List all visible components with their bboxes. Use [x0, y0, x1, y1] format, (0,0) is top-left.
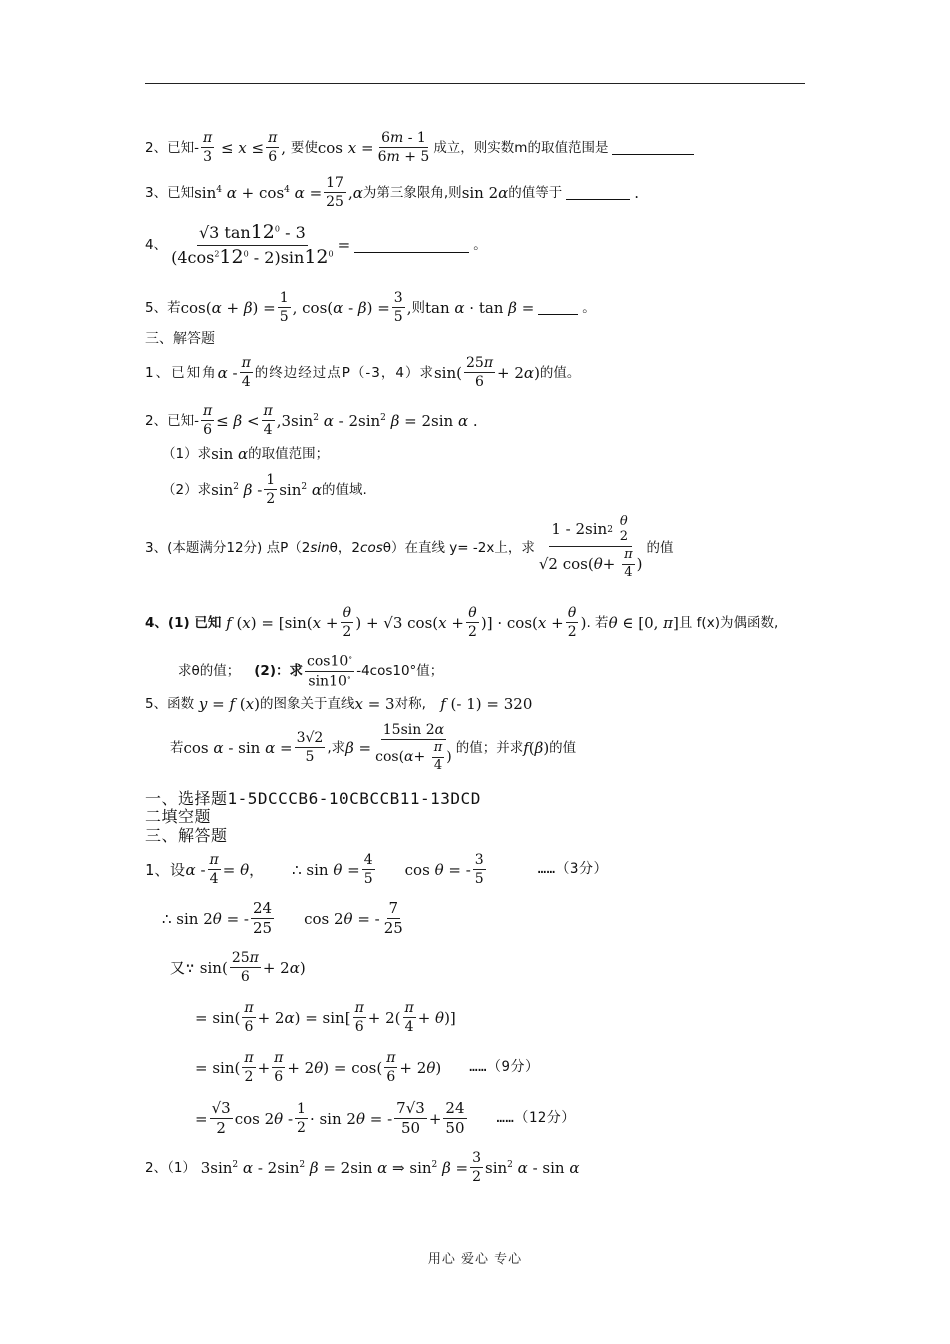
solve-question-4-line-2: 求θ的值； (2)：求 $\frac{\cos 10^\circ}{\sin 10^\circ}$ -4cos10°值； [178, 653, 444, 690]
solve-question-2-part-2: （2）求 $\sin^2 \beta$ - $\frac{1}{2}$ $\sin^2 \alpha$ 的值域. [162, 472, 367, 508]
answer-1-line-6: = $\frac{√3}{2}$ cos 2θ - $\frac{1}{2}$ · sin 2θ = - $\frac{7√3}{50}$ + $\frac{24}{50}$ ……（12分） [195, 1099, 576, 1138]
answer-choice: 一、选择题1-5DCCCB6-10CBCCB11-13DCD [145, 789, 481, 808]
fill-question-3: 3、已知 $\sin^4 \alpha + \cos^4 \alpha$ = $\frac{17}{25}$ ,α 为第三象限角,则 sin 2α 的值等于 . [145, 175, 640, 211]
fill-question-5: 5、若 cos(α + β) = $\frac{1}{5}$ , cos(α - β) = $\frac{3}{5}$ , 则 tan α · tan β = 。 [145, 290, 596, 326]
solve-question-2-part-1: （1）求 sin α 的取值范围； [162, 445, 330, 463]
answer-blank[interactable] [538, 300, 578, 315]
answer-1-line-2: ∴ sin 2θ = - $\frac{24}{25}$ cos 2θ = - $\frac{7}{25}$ [162, 899, 403, 938]
answer-blank[interactable] [354, 238, 469, 253]
answer-blank[interactable] [566, 185, 630, 200]
answer-1-line-3: 又∵ sin( $\frac{25\pi}{6}$ + 2α) [170, 950, 306, 986]
page-footer: 用心 爱心 专心 [427, 1252, 523, 1267]
answer-blank[interactable] [612, 140, 694, 155]
fill-question-4: 4、 $\frac{√3 \tan 12^0 - 3}{(4\cos^212^0 - 2)\sin 12^0}$ = 。 [145, 221, 487, 268]
answer-1-line-5: = sin( $\frac{\pi}{2}$ + $\frac{\pi}{6}$ + 2θ) = cos( $\frac{\pi}{6}$ + 2θ) ……（9分） [195, 1050, 540, 1086]
solve-question-2: 2、已知- $\frac{\pi}{6}$ ≤ β < $\frac{\pi}{4}$ $,3\sin^2$ α - $2\sin^2$ β = 2sin α . [145, 403, 478, 439]
fill-question-2: 2、已知- $\frac{\pi}{3}$ ≤ x ≤ $\frac{\pi}{6}$ , 要使 cos x = $\frac{6m - 1}{6m + 5}$ 成立，则实数m的取值范围是 [145, 130, 698, 165]
answer-1-line-4: = sin( $\frac{\pi}{6}$ + 2α) = sin[ $\frac{\pi}{6}$ + 2( $\frac{\pi}{4}$ + θ)] [195, 1000, 456, 1036]
solve-question-5: 5、函数 y = f (x) 的图象关于直线 x = 3 对称, f (- 1) = 320 [145, 695, 533, 713]
solve-question-4: 4、(1) 已知 f (x) = [sin(x + $\frac{\theta}{2}$ ) + √3 cos(x + $\frac{\theta}{2}$ )] · cos(x + $\frac{\theta}{2}$ ) . 若 θ ∈ [0, π] 且 f(x)为偶函数, [145, 605, 779, 641]
answer-fill-title: 二填空题 [145, 807, 212, 826]
answer-2-line-1: 2、（1） $3\sin^2$ α - $2\sin^2$ β = 2sin α ⇒ $\sin^2 \beta$ = $\frac{3}{2}$ $\sin^2 \alpha$ - sin α [145, 1150, 580, 1186]
header-rule [145, 83, 805, 84]
solve-question-5-line-2: 若 cos α - sin α = $\frac{3√2}{5}$ ,求 β = 15sin 2α cos( α + $\frac{\pi}{4}$ ) 的值；并求 f(β) 的值 [170, 722, 577, 774]
answer-solve-title: 三、解答题 [145, 826, 228, 845]
solve-question-1: 1、已知角 α - $\frac{\pi}{4}$ 的终边经过点P（-3，4）求 sin( $\frac{25\pi}{6}$ + 2α) 的值。 [145, 355, 581, 391]
answer-1-line-1: 1、设 α - $\frac{\pi}{4}$ = θ ， ∴ sin θ = $\frac{4}{5}$ cos θ = - $\frac{3}{5}$ ……（3分） [145, 852, 608, 888]
section-title-solve: 三、解答题 [145, 331, 215, 347]
solve-question-3: 3、(本题满分12分) 点P（2 sin θ，2 cos θ）在直线 y= -2x上，求 1 - 2sin 2 θ 2 √2 cos( θ + $\frac{\pi}{4}$ ) 的值 [145, 514, 674, 580]
